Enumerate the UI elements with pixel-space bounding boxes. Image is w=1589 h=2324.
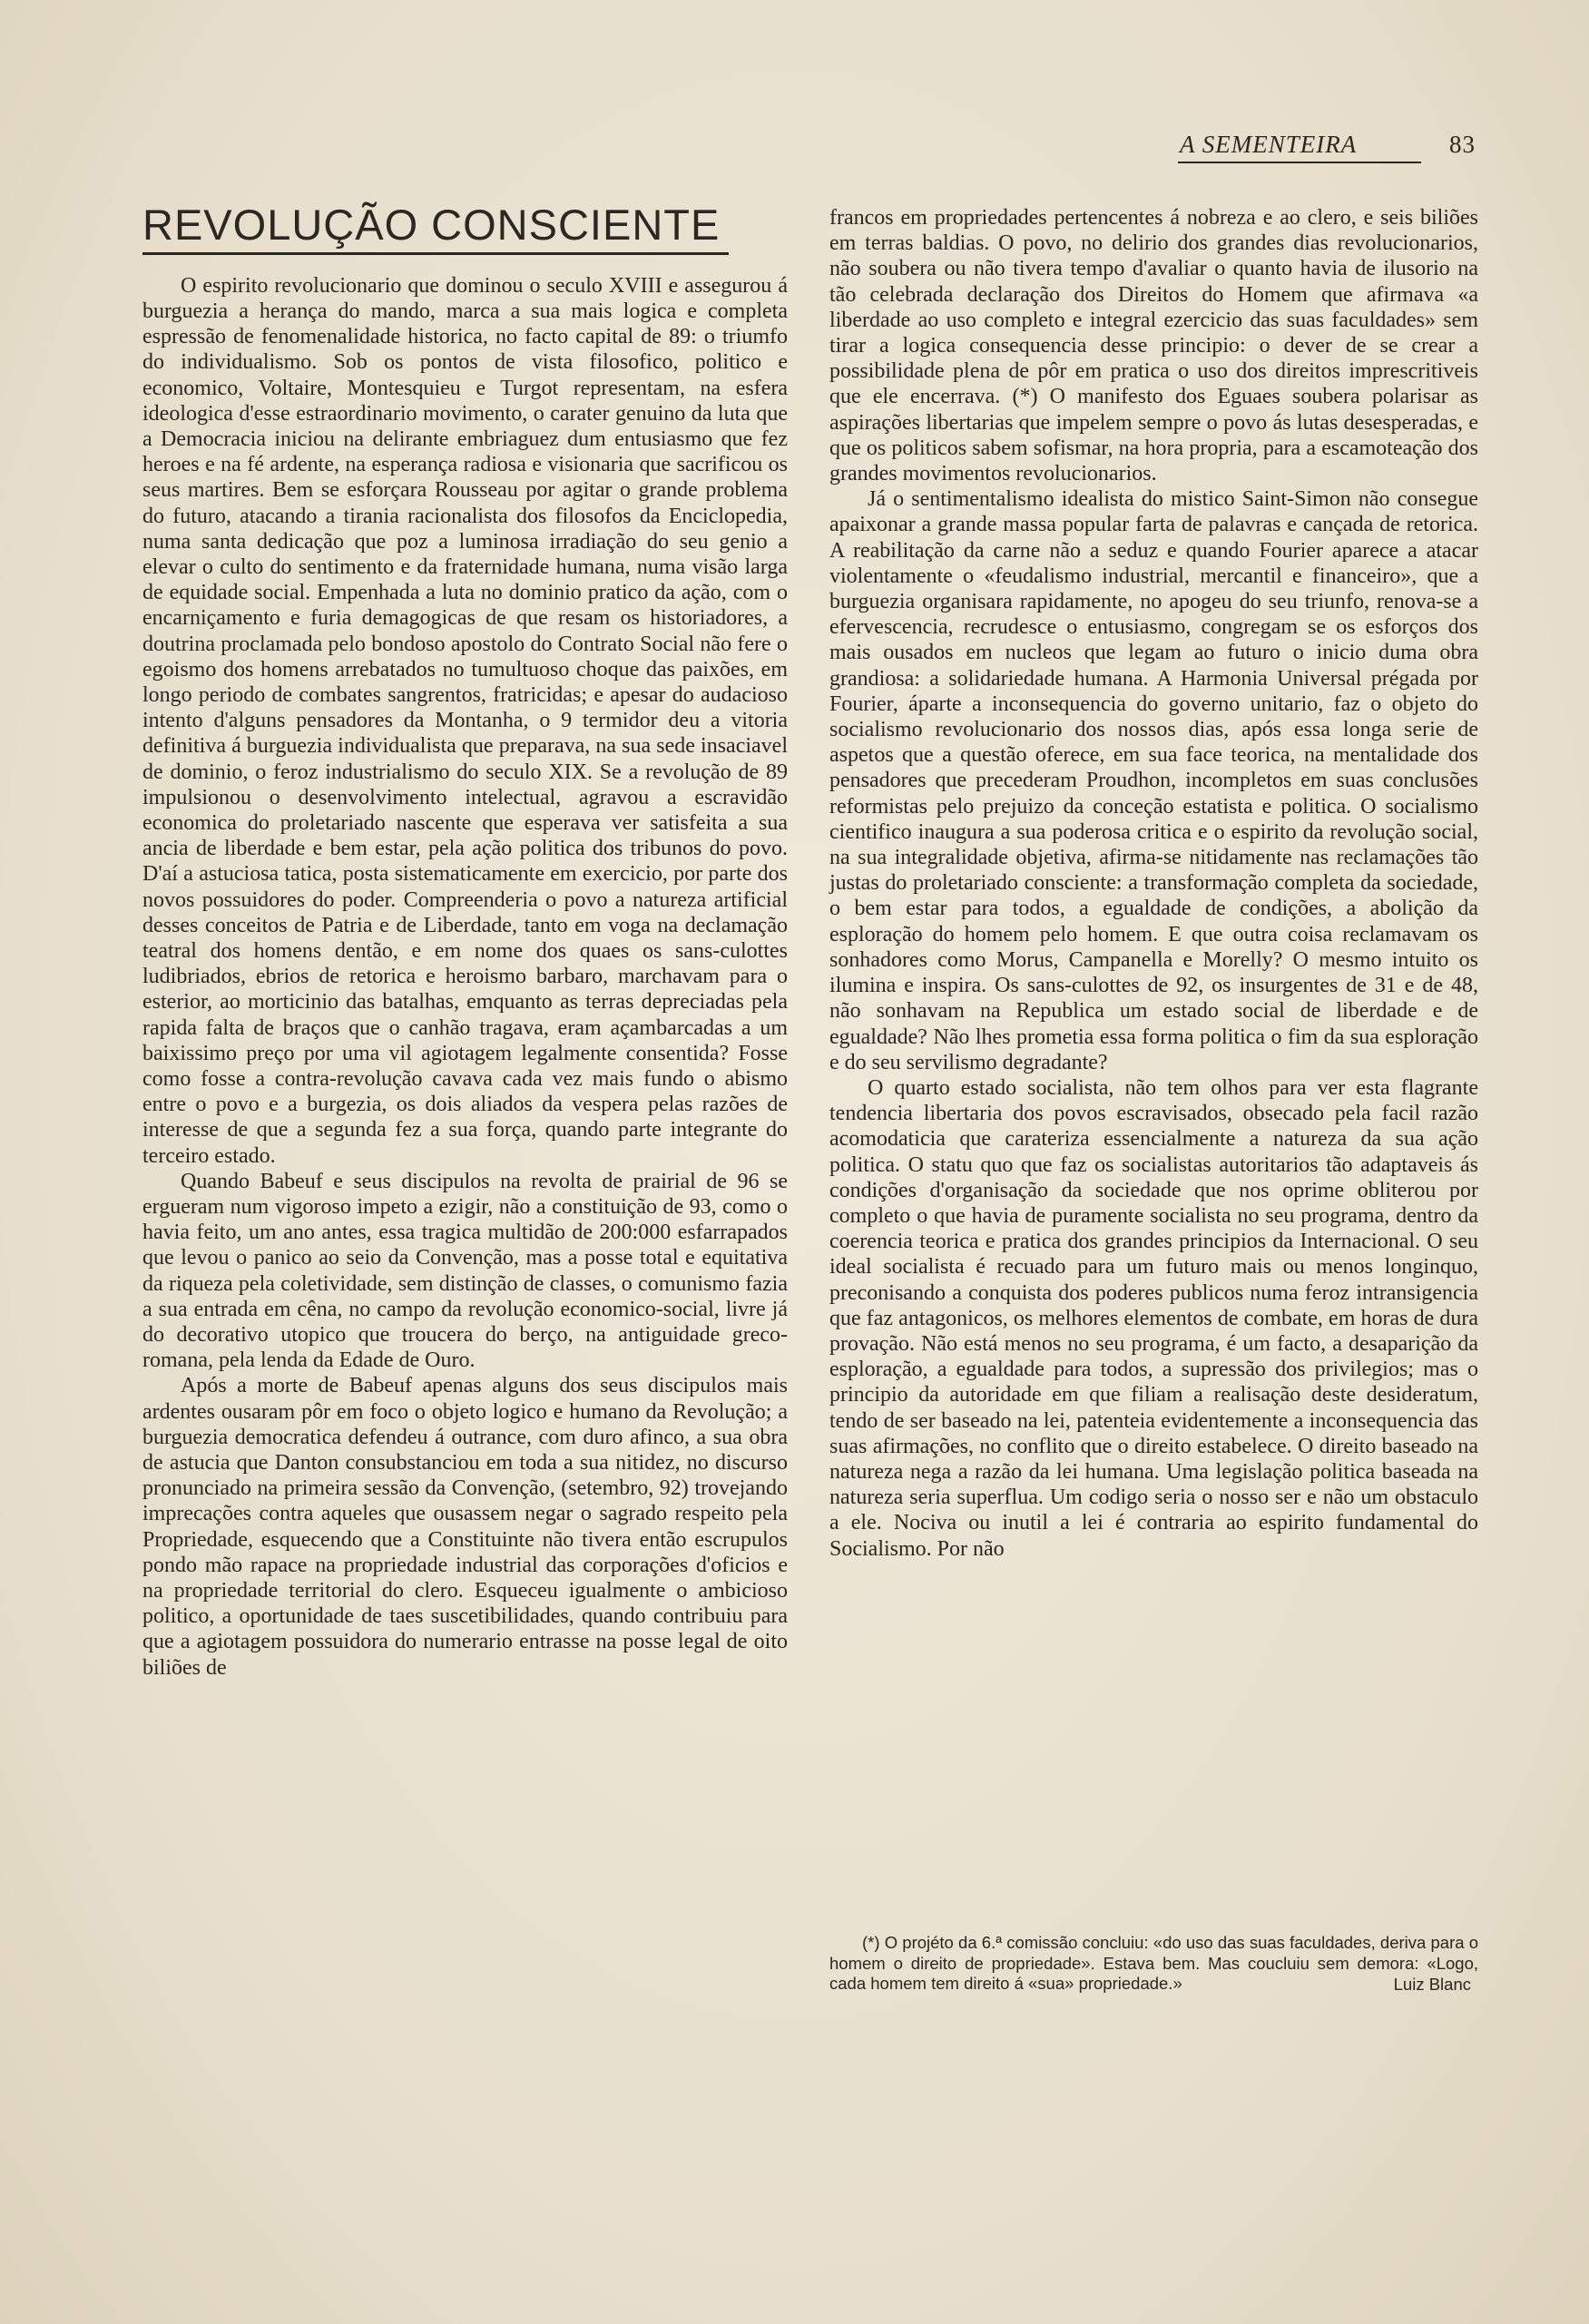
article-title: REVOLUÇÃO CONSCIENTE <box>142 201 721 249</box>
footnote-signature: Luiz Blanc <box>1393 1974 1471 1994</box>
paragraph: Já o sentimentalismo idealista do mistico Saint-Simon não consegue apaixonar a grande massa popular farta de palavras e cançada de retorica. A reabilitação da carne não a seduz e quando Fourier aparece a atacar violentamente o «feudalismo industrial, mercantil e financeiro», que a burguezia organisara rapidamente, no apogeu do seu triunfo, renova-se a efervescencia, recrudesce o entusiasmo, congregam se os esforços dos mais ousados em nucleos que legam ao futuro o inicio duma obra grandiosa: a solidariedade humana. A Harmonia Universal prégada por Fourier, áparte a inconsequencia do governo unitario, faz o objeto do socialismo revolucionario dos nossos dias, após essa longa serie de aspetos que a questão oferece, em sua face teorica, na mentalidade dos pensadores que precederam Proudhon, incompletos em suas conclusões reformistas pelo prejuizo da conceção estatista e politica. O socialismo cientifico inaugura a sua poderosa critica e o espirito da revolução social, na sua integralidade objetiva, afirma-se nitidamente nas reclamações tão justas do proletariado consciente: a transformação completa da sociedade, o bem estar para todos, a egualdade de condições, a abolição da esploração do homem pelo homem. E que outra coisa reclamavam os sonhadores como Morus, Campanella e Morelly? O mesmo intuito os ilumina e inspira. Os sans-culottes de 92, os insurgentes de 31 e de 48, não sonhavam na Republica um estado social de liberdade e de egualdade? Não lhes prometia essa forma politica o fim da sua esploração e do seu servilismo degradante? <box>829 487 1478 1074</box>
running-header <box>1171 127 1488 167</box>
left-column <box>142 201 788 1681</box>
journal-title: A SEMENTEIRA <box>1180 131 1358 158</box>
paragraph: O espirito revolucionario que dominou o seculo XVIII e assegurou á burguezia a herança do mando, marca a sua mais logica e completa espressão de fenomenalidade historica, no facto capital de 89: o triumfo do individualismo. Sob os pontos de vista filosofico, politico e economico, Voltaire, Montesquieu e Turgot representam, na esfera ideologica d'esse estraordinario movimento, o carater genuino da luta que a Democracia iniciou na delirante embriaguez dum entusiasmo que fez heroes e na fé ardente, na esperança radiosa e visionaria que sacrificou os seus martires. Bem se esforçara Rousseau por agitar o grande problema do futuro, atacando a tirania racionalista dos filosofos da Enciclopedia, numa santa dedicação que poz a luminosa irradiação do seu genio a elevar o culto do sentimento e da fraternidade humana, numa visão larga de equidade social. Empenhada a luta no dominio pratico da ação, com o encarniçamento e furia demagogicas de que resam os historiadores, a doutrina proclamada pelo bondoso apostolo do Contrato Social não fere o egoismo dos homens arrebatados no tumultuoso choque das paixões, em longo periodo de combates sangrentos, fratricidas; e apesar do audacioso intento d'alguns pensadores da Montanha, o 9 termidor deu a vitoria definitiva á burguezia individualista que preparava, na sua sede insaciavel de dominio, o feroz industrialismo do seculo XIX. Se a revolução de 89 impulsionou o desenvolvimento intelectual, agravou a escravidão economica do proletariado nascente que esperava ver satisfeita a sua ancia de liberdade e bem estar, pela ação politica dos tribunos do povo. D'aí a astuciosa tatica, posta sistematicamente em exercicio, por parte dos novos possuidores do poder. Compreenderia o povo a natureza artificial desses conceitos de Patria e de Liberdade, tanto em voga na declamação teatral dos homens dentão, e em nome dos quaes os sans-culottes ludibriados, ebrios de retorica e heroismo barbaro, marchavam para o esterior, ao morticinio das batalhas, emquanto as terras depreciadas pela rapida falta de braços que o canhão tragava, eram açambarcadas a um baixissimo preço por uma vil agiotagem legalmente consentida? Fosse como fosse a contra-revolução cavava cada vez mais fundo o abismo entre o povo e a burgezia, os dois aliados da vespera pelas razões de interesse de que a segunda fez a sua força, quando parte integrante do terceiro estado. <box>142 273 788 1168</box>
header-rule <box>1178 162 1421 163</box>
footnote <box>829 1933 1478 1995</box>
page-number: 83 <box>1449 131 1476 158</box>
title-rule <box>142 252 729 255</box>
paragraph: O quarto estado socialista, não tem olhos para ver esta flagrante tendencia libertaria dos povos escravisados, obsecado pela facil razão acomodaticia que carateriza essencialmente a natureza da sua ação politica. O statu quo que faz os socialistas autoritarios tão adaptaveis ás condições d'organisação da sociedade que nos oprime obliterou por completo o que havia de puramente socialista no seu programa, dentro da coerencia teorica e pratica dos grandes principios da Internacional. O seu ideal socialista é recuado para um futuro mais ou menos longinquo, preconisando a conquista dos poderes publicos numa feroz intransigencia que faz antagonicos, os melhores elementos de combate, em horas de dura provação. Não está menos no seu programa, é um facto, a desaparição da esploração, a egualdade para todos, a supressão dos privilegios; mas o principio da autoridade em que filiam a realisação deste desideratum, tendo de ser baseado na lei, patenteia evidentemente a inconsequencia das suas afirmações, no conflito que o direito estabelece. O direito baseado na natureza nega a razão da lei humana. Uma legislação politica baseada na natureza seria superflua. Um codigo seria o nosso ser e não um obstaculo a ele. Nociva ou inutil a lei é contraria ao espirito fundamental do Socialismo. Por não <box>829 1075 1478 1561</box>
right-column <box>829 205 1478 1562</box>
paragraph: Quando Babeuf e seus discipulos na revolta de prairial de 96 se ergueram num vigoroso impeto a ezigir, não a constituição de 93, como o havia feito, um ano antes, essa tragica multidão de 200:000 esfarrapados que levou o panico ao seio da Convenção, mas a posse total e equitativa da riqueza pela coletividade, sem distinção de classes, o comunismo fazia a sua entrada em cêna, no campo da revolução economico-social, livre já do decorativo utopico que troucera do berço, na antiguidade greco-romana, pela lenda da Edade de Ouro. <box>142 1169 788 1373</box>
paragraph: Após a morte de Babeuf apenas alguns dos seus discipulos mais ardentes ousaram pôr em foco o objeto logico e humano da Revolução; a burguezia democratica defendeu á outrance, com duro afinco, a sua obra de astucia que Danton consubstanciou em toda a sua nitidez, no discurso pronunciado na primeira sessão da Convenção, (setembro, 92) trovejando imprecações contra aqueles que ousassem negar o sagrado respeito pela Propriedade, esquecendo que a Constituinte não tivera então escrupulos pondo mão rapace na propriedade industrial das corporações d'oficios e na propriedade territorial do clero. Esqueceu igualmente o ambicioso politico, a oportunidade de taes suscetibilidades, quando contribuiu para que a agiotagem possuidora do numerario entrasse na posse legal de oito biliões de <box>142 1374 788 1680</box>
paragraph: francos em propriedades pertencentes á nobreza e ao clero, e seis biliões em terras baldias. O povo, no delirio dos grandes dias revolucionarios, não soubera ou não tivera tempo d'avaliar o quanto havia de ilusorio na tão celebrada declaração dos Direitos do Homem que afirmava «a liberdade ao uso completo e integral ezercicio das suas faculdades» sem tirar a logica consequencia desse principio: o dever de se crear a possibilidade plena de pôr em pratica o uso dos direitos imprescritiveis que ele encerrava. (*) O manifesto dos Eguaes soubera polarisar as aspirações libertarias que impelem sempre o povo ás lutas desesperadas, e que os politicos sabem sofismar, na hora propria, para a escamoteação dos grandes movimentos revolucionarios. <box>829 206 1478 486</box>
footnote-text: (*) O projéto da 6.ª comissão concluiu: «do uso das suas faculdades, deriva para o homem o direito de propriedade». Estava bem. Mas coucluiu sem demora: «Logo, cada homem tem direito á «sua» propriedade.» <box>829 1933 1478 1993</box>
